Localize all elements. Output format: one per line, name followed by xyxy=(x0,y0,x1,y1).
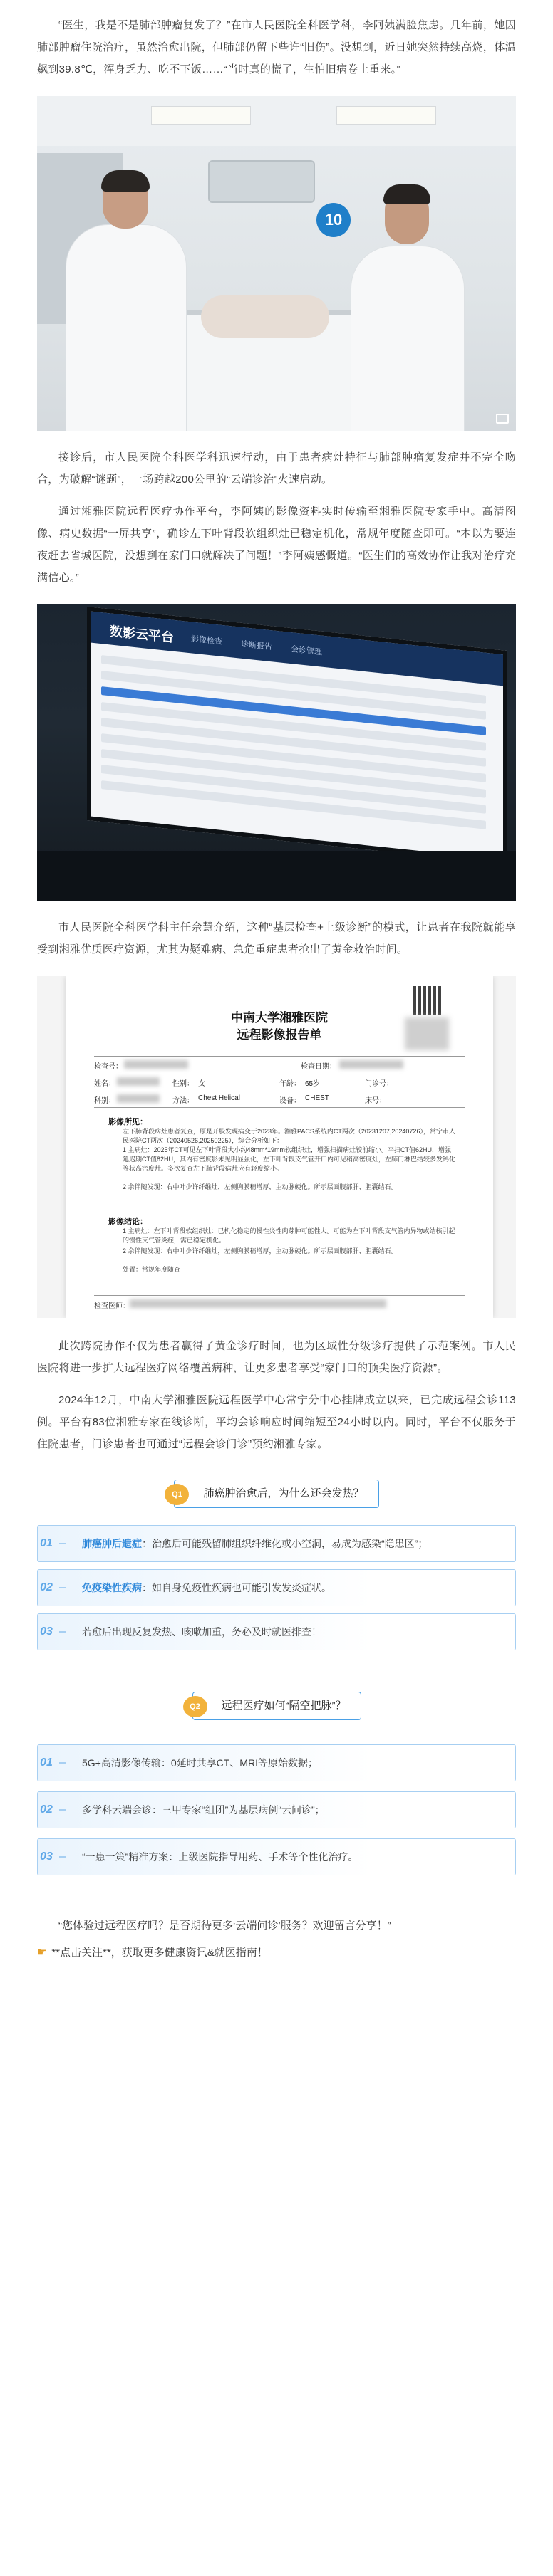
platform-navbar xyxy=(91,612,503,686)
bed-label: 床号： xyxy=(365,1097,386,1105)
report-hospital: 中南大学湘雅医院 xyxy=(231,1011,328,1025)
findings-title: 影像所见： xyxy=(108,1118,148,1126)
report-sheet xyxy=(66,976,493,1318)
item-body: ：治愈后可能残留肺组织纤维化或小空洞，易成为感染“隐患区”； xyxy=(142,1538,428,1549)
findings-text: 左下肺背段病灶患者复查，原是开胶发现病变于2023年。湘雅PACS系统内CT两次（20231207,20240726），常宁市人民医院CT两次（20240526,20250225），综合分析如下： xyxy=(123,1128,455,1144)
list-item xyxy=(37,1525,516,1562)
item-number: 02 xyxy=(31,1799,62,1821)
footer-label: 检查医师： xyxy=(94,1302,130,1310)
divider xyxy=(94,1056,465,1057)
intro-paragraph: “医生，我是不是肺部肿瘤复发了？”在市人民医院全科医学科，李阿姨满脸焦虑。几年前，她因肺部肿瘤住院治疗，虽然治愈出院，但肺部仍留下些许“旧伤”。没想到，近日她突然持续高烧，体温飙到39.8℃，浑身乏力、吃不下饭……“当时真的慌了，生怕旧病卷土重来。” xyxy=(37,19,516,75)
list-item xyxy=(37,1838,516,1875)
check-date-label: 检查日期： xyxy=(301,1063,336,1071)
item-number: 03 xyxy=(31,1621,62,1643)
list-item xyxy=(37,1613,516,1650)
doctor-left xyxy=(66,224,187,431)
report-subtitle: 远程影像报告单 xyxy=(237,1028,322,1042)
check-no-label: 检查号： xyxy=(94,1063,123,1071)
platform-tab: 诊断报告 xyxy=(241,639,272,652)
ceiling-light xyxy=(336,106,436,125)
age-label: 年龄： xyxy=(279,1080,301,1088)
platform-tab: 会诊管理 xyxy=(291,645,322,657)
section-title: 肺癌肿治愈后，为什么还会发热？ xyxy=(203,1487,364,1499)
section-title-pill xyxy=(192,1692,361,1720)
name-label: 姓名： xyxy=(94,1080,115,1088)
diagnosis-text: 1 主病灶：左下叶背段软组织灶：已机化稳定的慢性炎性肉芽肿可能性大。可能为左下叶背段支气管内异物或结核引起的慢性支气管炎症，需已稳定机化。 xyxy=(123,1227,455,1244)
item-body: 若愈后出现反复发热、咳嗽加重，务必及时就医排查！ xyxy=(82,1626,321,1638)
platform-tab: 影像检查 xyxy=(191,634,222,646)
blurred-area xyxy=(130,1299,386,1308)
blurred-area xyxy=(339,1060,403,1069)
gender-value: 女 xyxy=(198,1080,205,1088)
stats-paragraph: 2024年12月，中南大学湘雅医院远程医学中心常宁分中心挂牌成立以来，已完成远程会诊113例。平台有83位湘雅专家在线诊断，平均会诊响应时间缩短至24小时以内。同时，平台不仅服务于住院患者，门诊患者也可通过“远程会诊门诊”预约湘雅专家。 xyxy=(37,1394,516,1450)
platform-name: 数影云平台 xyxy=(110,624,174,645)
list-item xyxy=(37,1744,516,1781)
doctor-left-hair xyxy=(101,170,150,192)
item-text: “一患一策”精准方案：上级医院指导用药、手术等个性化治疗。 xyxy=(82,1851,358,1863)
closing-question: “您体验过远程医疗吗？是否期待更多‘云端问诊’服务？欢迎留言分享！” xyxy=(58,1920,391,1932)
item-number: 01 xyxy=(31,1533,62,1554)
doctor-right xyxy=(351,246,465,431)
follow-text: **点击关注**，获取更多健康资讯&就医指南！ xyxy=(51,1947,268,1959)
question-bubble-icon: Q1 xyxy=(165,1484,189,1505)
item-highlight: 免疫染性疾病 xyxy=(82,1582,142,1593)
keyboard xyxy=(37,851,516,901)
findings-text: 2 余伴随发现：右中叶少许纤维灶，左侧胸膜稍增厚，主动脉硬化。所示层面腹部肝、胆囊结石。 xyxy=(123,1183,398,1190)
blurred-area xyxy=(117,1094,160,1103)
diagnosis-title: 影像结论： xyxy=(108,1218,148,1226)
results-paragraph: 此次跨院协作不仅为患者赢得了黄金诊疗时间，也为区域性分级诊疗提供了示范案例。市人民医院将进一步扩大远程医疗网络覆盖病种，让更多患者享受“家门口的顶尖医疗资源”。 xyxy=(37,1340,516,1374)
item-number: 02 xyxy=(31,1577,62,1598)
follow-line[interactable] xyxy=(37,1942,516,1964)
blurred-area xyxy=(124,1060,188,1069)
consult-paragraph: 接诊后，市人民医院全科医学科迅速行动，由于患者病灶特征与肺部肿瘤复发症并不完全吻合，为破解“谜题”，一场跨越200公里的“云端诊治”火速启动。 xyxy=(37,451,516,486)
room-number-sign: 10 xyxy=(316,203,351,237)
item-number: 01 xyxy=(31,1752,62,1774)
diagnosis-text: 2 余伴随发现：右中叶少许纤维灶，左侧胸膜稍增厚，主动脉硬化。所示层面腹部肝、胆囊结石。 xyxy=(123,1247,398,1255)
ward-photo[interactable] xyxy=(37,96,516,431)
blurred-area xyxy=(117,1077,160,1086)
list-item xyxy=(37,1791,516,1828)
section-title-pill xyxy=(174,1480,378,1508)
item-text xyxy=(82,1570,505,1606)
pointing-hand-icon: ☛ xyxy=(37,1947,48,1959)
pacs-paragraph: 通过湘雅医院远程医疗协作平台，李阿姨的影像资料实时传输至湘雅医院专家手中。高清图像、病史数据“一屏共享”，确诊左下叶背段软组织灶已稳定机化，常规年度随查即可。“本以为要连夜赶去省城医院，没想到在家门口就解决了问题！”李阿姨感慨道。“医生们的高效协作让我对治疗充满信心。” xyxy=(37,506,516,584)
item-body: ：如自身免疫性疾病也可能引发发炎症状。 xyxy=(142,1582,331,1593)
question-bubble-icon: Q2 xyxy=(183,1696,207,1717)
ceiling-light xyxy=(151,106,251,125)
method-label: 方法： xyxy=(172,1097,194,1105)
ceiling xyxy=(37,96,516,146)
item-text xyxy=(82,1614,505,1650)
item-highlight: 肺癌肿后遗症 xyxy=(82,1538,142,1549)
model-paragraph: 市人民医院全科医学科主任佘慧介绍，这种“基层检查+上级诊断”的模式，让患者在我院就能享受到湘雅优质医疗资源，尤其为疑难病、急危重症患者抢出了黄金救治时间。 xyxy=(37,921,516,955)
section-header-q1 xyxy=(37,1480,516,1512)
monitor-display xyxy=(87,607,507,864)
item-text: 多学科云端会诊：三甲专家“组团”为基层病例“云问诊”； xyxy=(82,1804,325,1816)
list-item xyxy=(37,1569,516,1606)
patient xyxy=(201,295,329,338)
doctor-right-hair xyxy=(383,184,430,204)
method-value: Chest Helical xyxy=(198,1094,240,1102)
fullscreen-icon[interactable] xyxy=(496,414,509,424)
section-header-q2 xyxy=(37,1692,516,1724)
divider xyxy=(94,1107,465,1108)
report-image[interactable] xyxy=(37,976,516,1318)
diagnosis-text: 处置：常规年度随查 xyxy=(123,1266,181,1273)
device-label: 设备： xyxy=(279,1097,301,1105)
age-value: 65岁 xyxy=(305,1080,321,1088)
item-number: 03 xyxy=(31,1846,62,1868)
monitor-photo[interactable] xyxy=(37,604,516,901)
item-text xyxy=(82,1526,505,1561)
dept-label: 科别： xyxy=(94,1097,115,1105)
device-value: CHEST xyxy=(305,1094,329,1102)
item-text: 5G+高清影像传输：0延时共享CT、MRI等原始数据； xyxy=(82,1757,318,1769)
divider xyxy=(94,1295,465,1296)
oxygen-panel xyxy=(208,160,315,203)
gender-label: 性别： xyxy=(172,1080,194,1088)
clinic-label: 门诊号： xyxy=(365,1080,393,1088)
findings-text: 1 主病灶：2025年CT可见左下叶背段大小约48mm*19mm软组织灶，增强扫描病灶较前缩小。平扫CT值62HU，增强延迟期CT值82HU，其内有密度影未见明显强化，左下叶背段支气管开口内可见稍高密度灶，左肺门淋巴结较多发钙化等状高密度灶。多次复查左下肺背段病灶应有轻度缩小。 xyxy=(123,1146,456,1172)
section-title: 远程医疗如何“隔空把脉”？ xyxy=(221,1700,346,1712)
